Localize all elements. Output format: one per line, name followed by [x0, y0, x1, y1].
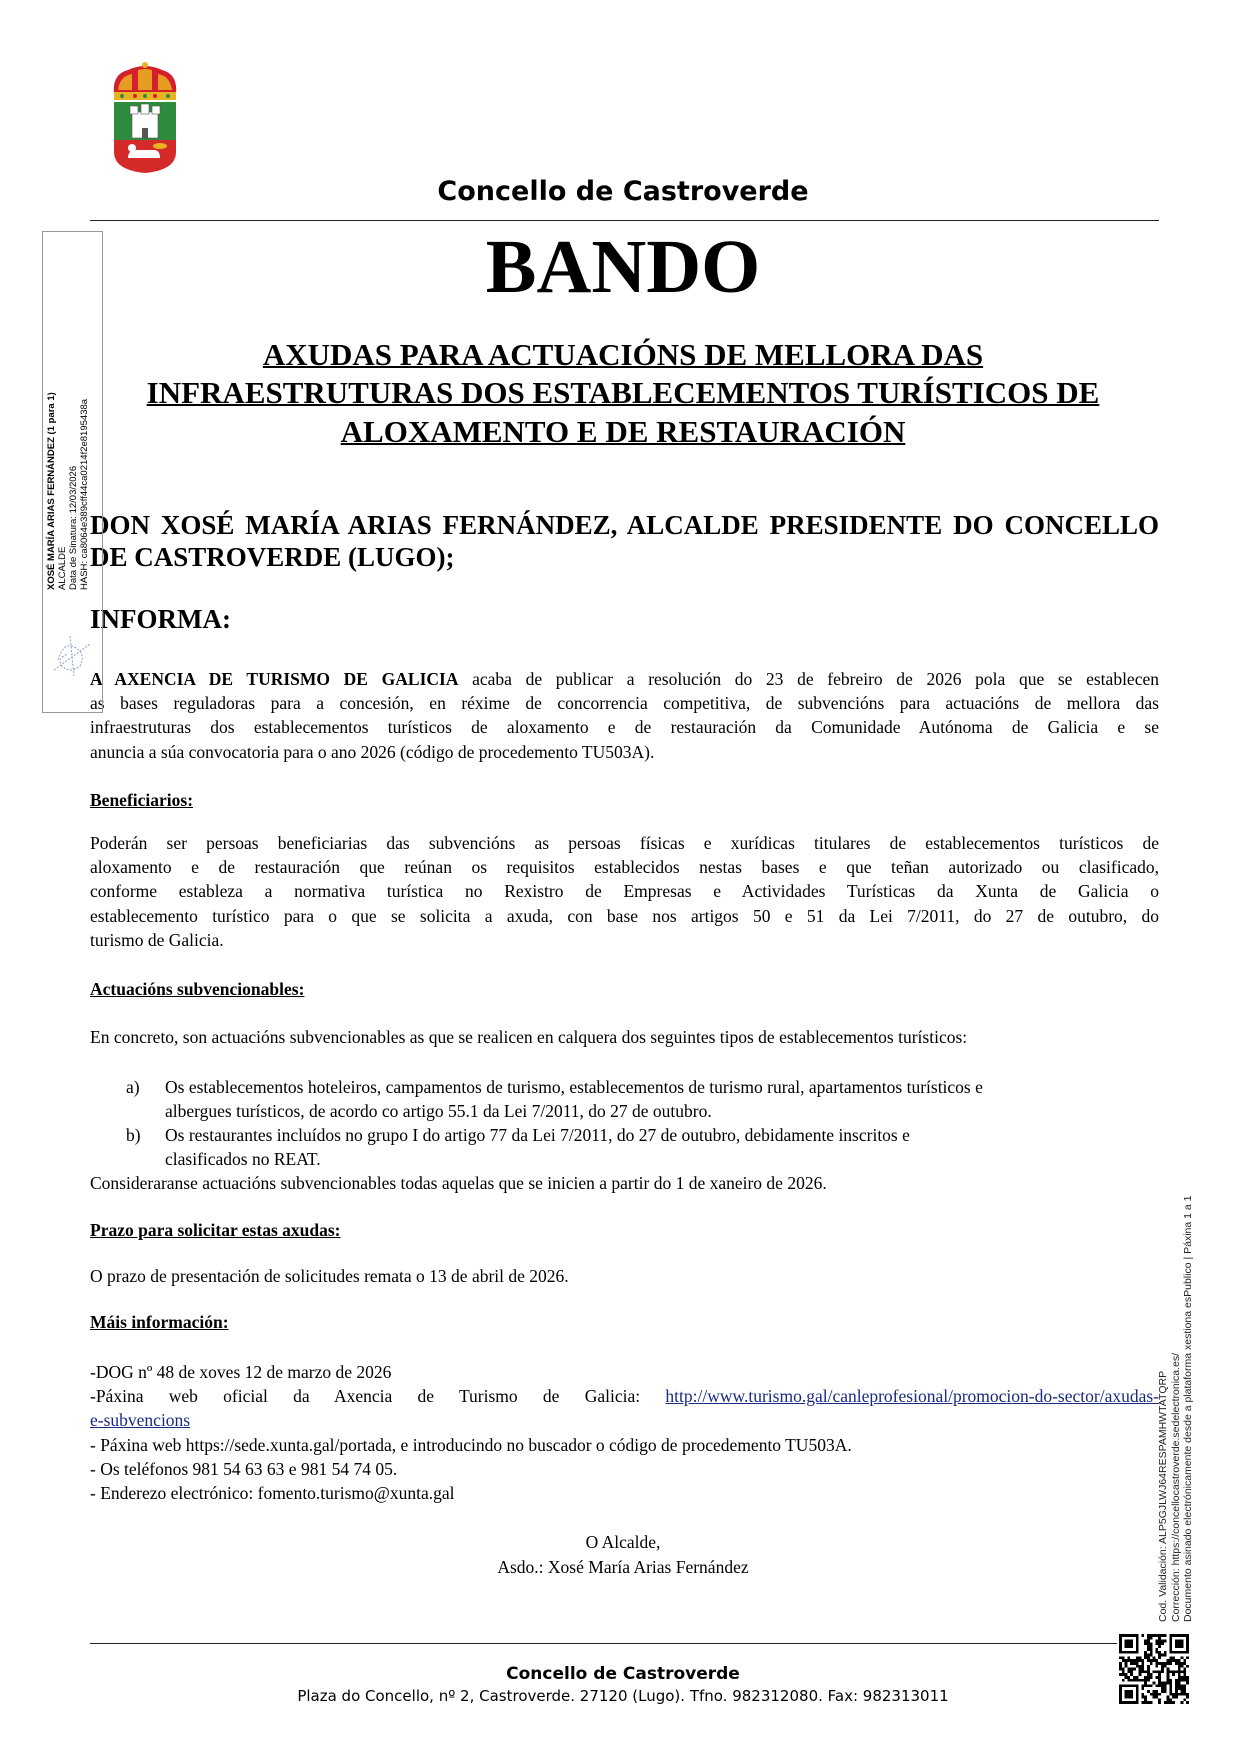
validation-url: Corrección: https://concellocastroverde.sedelectronica.es/ — [1169, 1352, 1182, 1622]
agency-name: A AXENCIA DE TURISMO DE GALICIA — [90, 669, 459, 689]
footer-divider — [90, 1643, 1117, 1644]
phones-info: - Os teléfonos 981 54 63 63 e 981 54 74 05. — [90, 1458, 398, 1479]
beneficiarios-heading: Beneficiarios: — [90, 790, 194, 810]
signature-date: Data de Sinatura: 12/03/2026 — [68, 465, 79, 590]
header-divider — [90, 220, 1159, 221]
signer: XOSÉ MARÍA ARIAS FERNÁNDEZ (1 para 1) — [46, 392, 57, 590]
prazo-heading: Prazo para solicitar estas axudas: — [90, 1220, 341, 1240]
info-heading: Máis información: — [90, 1312, 229, 1332]
turismo-link[interactable]: http://www.turismo.gal/canleprofesional/promocion-do-sector/axudas- — [665, 1386, 1159, 1407]
text-line: as bases reguladoras para a concesión, en réxime de concorrencia competitiva, de subvencións para actuacións de mellora das — [90, 693, 1159, 714]
validation-text — [1157, 1196, 1195, 1623]
subject-title-line: AXUDAS PARA ACTUACIÓNS DE MELLORA DAS — [262, 337, 984, 372]
prazo-text — [90, 1264, 1159, 1288]
actuacions-intro — [90, 1025, 1159, 1049]
validation-note: Documento asinado electrónicamente desde a plataforma xestiona esPublico | Páxina 1 a 1 — [1182, 1195, 1194, 1622]
document-type-title: BANDO — [485, 225, 761, 309]
signature-stamp-icon — [50, 630, 94, 678]
list-item-a — [90, 1075, 1159, 1123]
text-line: establecemento turístico para o que se solicita a axuda, con base nos artigos 50 e 51 da Lei 7/2011, do 27 de outubro, do — [90, 905, 1159, 926]
text-line — [90, 667, 1159, 691]
actuacions-note — [90, 1171, 1159, 1195]
list-item-b — [90, 1123, 1159, 1171]
footer-address: Plaza do Concello, nº 2, Castroverde. 27120 (Lugo). Tfno. 982312080. Fax: 982313011 — [297, 1687, 949, 1705]
dog-reference: -DOG nº 48 de xoves 12 de marzo de 2026 — [90, 1362, 392, 1382]
text-line: conforme estableza a normativa turística no Rexistro de Empresas e Actividades Turísticas da Xunta de Galicia o — [90, 881, 1159, 902]
mayor-line: DON XOSÉ MARÍA ARIAS FERNÁNDEZ, ALCALDE PRESIDENTE DO CONCELLO — [90, 510, 1159, 540]
header-title: Concello de Castroverde — [437, 176, 809, 207]
text-line: turismo de Galicia. — [90, 929, 224, 950]
turismo-link-continued[interactable]: e-subvencions — [90, 1410, 191, 1431]
text-line — [90, 1384, 1159, 1408]
text-line: albergues turísticos, de acordo co artigo 55.1 da Lei 7/2011, do 27 de outubro. — [165, 1101, 712, 1122]
qr-code[interactable] — [1119, 1634, 1189, 1704]
list-marker: b) — [126, 1125, 141, 1145]
email-info: - Enderezo electrónico: fomento.turismo@xunta.gal — [90, 1483, 455, 1504]
footer-title: Concello de Castroverde — [506, 1664, 740, 1684]
mayor-declaration — [90, 509, 1159, 573]
sede-info: - Páxina web https://sede.xunta.gal/portada, e introducindo no buscador o código de procedemento TU503A. — [90, 1434, 852, 1455]
signer-role: O Alcalde, — [585, 1532, 661, 1552]
text-line: Consideraranse actuacións subvencionables todas aquelas que se inicien a partir do 1 de xaneiro de 2026. — [90, 1173, 827, 1193]
signer-name: Asdo.: Xosé María Arias Fernández — [497, 1557, 749, 1577]
beneficiarios-paragraph — [90, 831, 1159, 952]
web-label: -Páxina web oficial da Axencia de Turismo de Galicia: — [90, 1386, 666, 1407]
text-line: infraestruturas dos establecementos turísticos de aloxamento e de restauración da Comunidade Autónoma de Galicia e se — [90, 717, 1159, 738]
text-line: Os establecementos hoteleiros, campamentos de turismo, establecementos de turismo rural, apartamentos turísticos e — [165, 1077, 983, 1097]
digital-signature-text — [46, 392, 90, 590]
intro-paragraph — [90, 667, 1159, 764]
text-line: En concreto, son actuacións subvencionables as que se realicen en calquera dos seguintes tipos de establecementos turísticos: — [90, 1027, 968, 1047]
text-line: O prazo de presentación de solicitudes remata o 13 de abril de 2026. — [90, 1266, 569, 1286]
validation-code: Cod. Validación: ALP5GJLWJ64RESPAMHWTATQRP — [1157, 1370, 1169, 1622]
info-list — [90, 1360, 1159, 1505]
text-line: anuncia a súa convocatoria para o ano 2026 (código de procedemento TU503A). — [90, 741, 655, 762]
signer-role: ALCALDE — [57, 546, 68, 590]
signature-hash: HASH: ca8064e389cff44ca0214f2e8195438a — [79, 398, 90, 590]
subject-title-line: INFRAESTRUTURAS DOS ESTABLECEMENTOS TURÍSTICOS DE — [146, 375, 1100, 410]
municipal-coat-of-arms-logo — [108, 60, 182, 174]
list-marker: a) — [126, 1077, 140, 1097]
text-line: Poderán ser persoas beneficiarias das subvencións as persoas físicas e xurídicas titulares de establecementos turísticos de — [90, 833, 1159, 853]
text-line: aloxamento e de restauración que reúnan os requisitos establecidos nestas bases e que teñan autorizado ou clasificado, — [90, 857, 1159, 878]
text-span: acaba de publicar a resolución do 23 de febreiro de 2026 pola que se establecen — [458, 669, 1159, 689]
subject-title-line: ALOXAMENTO E DE RESTAURACIÓN — [340, 414, 906, 449]
actuacions-heading: Actuacións subvencionables: — [90, 979, 305, 999]
text-line: Os restaurantes incluídos no grupo I do artigo 77 da Lei 7/2011, do 27 de outubro, debidamente inscritos e — [165, 1125, 910, 1145]
informa-heading: INFORMA: — [90, 604, 231, 634]
mayor-line: DE CASTROVERDE (LUGO); — [90, 542, 455, 572]
signature-block — [0, 1530, 1240, 1580]
text-line: clasificados no REAT. — [165, 1149, 321, 1170]
